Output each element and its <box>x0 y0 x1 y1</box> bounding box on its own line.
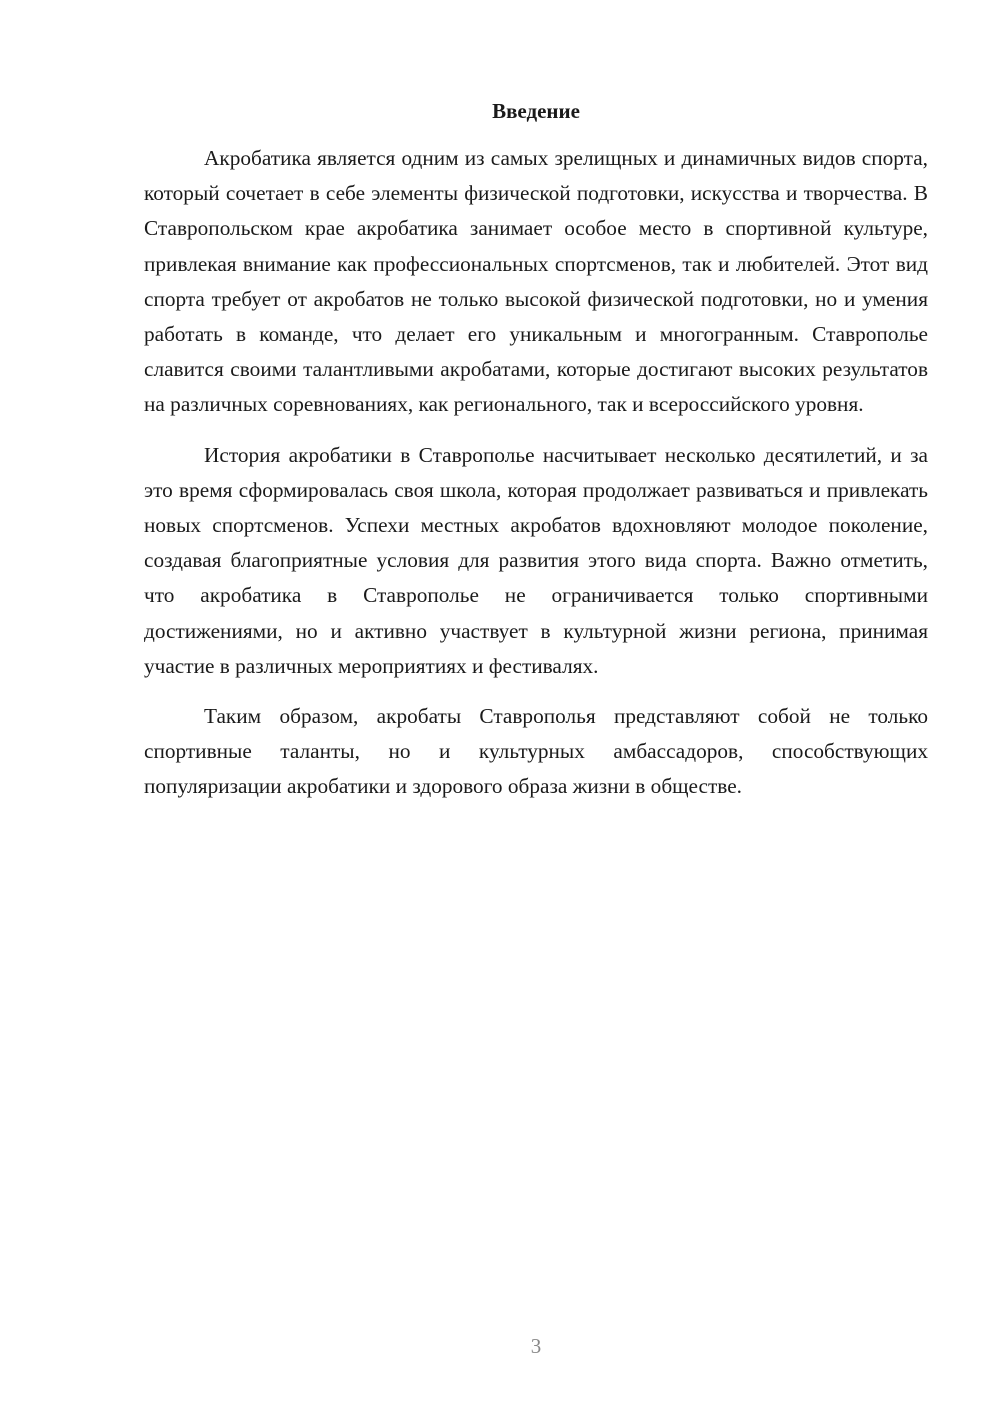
body-text <box>144 141 928 820</box>
page-number: 3 <box>530 1334 542 1358</box>
section-title: Введение <box>492 99 580 123</box>
paragraph-1: Акробатика является одним из самых зрелищных и динамичных видов спорта, который сочетает в себе элементы физической подготовки, искусства и творчества. В Ставропольском крае акробатика занимает особое место в спортивной культуре, привлекая внимание как профессиональных спортсменов, так и любителей. Этот вид спорта требует от акробатов не только высокой физической подготовки, но и умения работать в команде, что делает его уникальным и многогранным. Ставрополье славится своими талантливыми акробатами, которые достигают высоких результатов на различных соревнованиях, как регионального, так и всероссийского уровня. <box>144 146 928 417</box>
paragraph-2: История акробатики в Ставрополье насчитывает несколько десятилетий, и за это время сформировалась своя школа, которая продолжает развиваться и привлекать новых спортсменов. Успехи местных акробатов вдохновляют молодое поколение, создавая благоприятные условия для развития этого вида спорта. Важно отметить, что акробатика в Ставрополье не ограничивается только спортивными достижениями, но и активно участвует в культурной жизни региона, принимая участие в различных мероприятиях и фестивалях. <box>144 442 928 678</box>
paragraph-3: Таким образом, акробаты Ставрополья представляют собой не только спортивные таланты, но и культурных амбассадоров, способствующих популяризации акробатики и здорового образа жизни в обществе. <box>144 704 928 799</box>
